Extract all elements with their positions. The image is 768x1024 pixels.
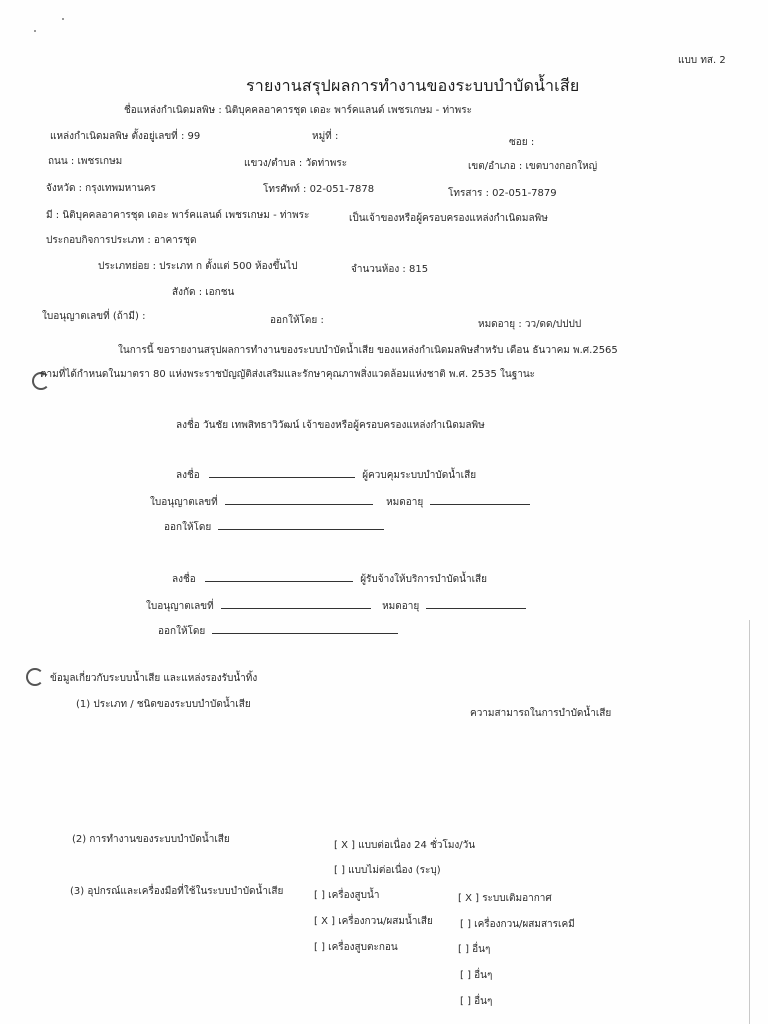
page-edge-line [749, 620, 750, 1024]
business-subtype: ประเภทย่อย : ประเภท ก ตั้งแต่ 500 ห้องขึ้นไป [98, 261, 298, 272]
license-issued-by: ออกให้โดย : [270, 315, 324, 326]
equipment-other-checkbox: [ ] อื่นๆ [458, 944, 491, 955]
contractor-license-row [146, 598, 526, 613]
contractor-issued-row [158, 623, 398, 638]
source-name: ชื่อแหล่งกำเนิดมลพิษ : นิติบุคคลอาคารชุด เดอะ พาร์คแลนด์ เพชรเกษม - ท่าพระ [124, 105, 472, 116]
affiliation: สังกัด : เอกชน [172, 287, 235, 298]
issued-line [212, 623, 398, 634]
owner-name: มี : นิติบุคคลอาคารชุด เดอะ พาร์คแลนด์ เพชรเกษม - ท่าพระ [46, 210, 310, 221]
form-code: แบบ ทส. 2 [678, 55, 726, 66]
page-title: รายงานสรุปผลการทำงานของระบบบำบัดน้ำเสีย [246, 76, 580, 95]
equipment-aeration-checkbox: [ X ] ระบบเติมอากาศ [458, 893, 552, 904]
owner-signature-line: ลงชื่อ วันชัย เทพสิทธาวิวัฒน์ เจ้าของหรือผู้ครอบครองแหล่งกำเนิดมลพิษ [176, 420, 485, 431]
owner-role: เป็นเจ้าของหรือผู้ครอบครองแหล่งกำเนิดมลพิษ [349, 213, 548, 224]
expiry-line [426, 598, 526, 609]
equipment-wastewater-mixer-checkbox: [ X ] เครื่องกวน/ผสมน้ำเสีย [314, 916, 433, 927]
operator-issued-row [164, 519, 384, 534]
sign-label: ลงชื่อ [172, 574, 196, 585]
signature-line [205, 571, 353, 582]
license-line [221, 598, 371, 609]
issued-label: ออกให้โดย [158, 626, 206, 637]
address-road: ถนน : เพชรเกษม [48, 156, 123, 167]
equipment-sludge-pump-checkbox: [ ] เครื่องสูบตะกอน [314, 942, 398, 953]
signer-role: ผู้ควบคุมระบบบำบัดน้ำเสีย [362, 470, 477, 481]
signature-block-contractor [172, 571, 487, 586]
section-heading: ข้อมูลเกี่ยวกับระบบน้ำเสีย และแหล่งรองรับน้ำทิ้ง [50, 673, 258, 684]
signer-role: ผู้รับจ้างให้บริการบำบัดน้ำเสีย [360, 574, 487, 585]
address-district: เขต/อำเภอ : เขตบางกอกใหญ่ [468, 161, 598, 172]
statement-line-2: ตามที่ได้กำหนดในมาตรา 80 แห่งพระราชบัญญัติส่งเสริมและรักษาคุณภาพสิ่งแวดล้อมแห่งชาติ พ.ศ. 2535 ในฐานะ [40, 369, 536, 380]
license-label: ใบอนุญาตเลขที่ [146, 601, 214, 612]
room-count: จำนวนห้อง : 815 [351, 264, 429, 275]
operator-license-row [150, 494, 530, 509]
license-expiry: หมดอายุ : วว/ดด/ปปปป [478, 319, 582, 330]
address-soi: ซอย : [509, 137, 535, 148]
address-moo: หมู่ที่ : [312, 131, 339, 142]
license-line [225, 494, 373, 505]
capacity-label: ความสามารถในการบำบัดน้ำเสีย [470, 708, 612, 719]
equipment-other-checkbox: [ ] อื่นๆ [460, 996, 493, 1007]
punch-hole-mark [26, 668, 44, 686]
signature-block-operator [176, 467, 476, 482]
item-1-label: (1) ประเภท / ชนิดของระบบบำบัดน้ำเสีย [76, 699, 251, 710]
scan-speck [62, 18, 64, 20]
issued-line [218, 519, 384, 530]
business-type: ประกอบกิจการประเภท : อาคารชุด [46, 235, 197, 246]
equipment-chemical-mixer-checkbox: [ ] เครื่องกวน/ผสมสารเคมี [460, 919, 575, 930]
license-number: ใบอนุญาตเลขที่ (ถ้ามี) : [42, 311, 146, 322]
sign-label: ลงชื่อ [176, 470, 200, 481]
operation-intermittent-checkbox: [ ] แบบไม่ต่อเนื่อง (ระบุ) [334, 865, 441, 876]
address-fax: โทรสาร : 02-051-7879 [448, 188, 557, 199]
item-3-label: (3) อุปกรณ์และเครื่องมือที่ใช้ในระบบบำบัดน้ำเสีย [70, 886, 284, 897]
item-2-label: (2) การทำงานของระบบบำบัดน้ำเสีย [72, 834, 230, 845]
address-phone: โทรศัพท์ : 02-051-7878 [263, 184, 375, 195]
address-province: จังหวัด : กรุงเทพมหานคร [46, 183, 156, 194]
expiry-line [430, 494, 530, 505]
operation-continuous-checkbox: [ X ] แบบต่อเนื่อง 24 ชั่วโมง/วัน [334, 840, 476, 851]
equipment-pump-checkbox: [ ] เครื่องสูบน้ำ [314, 890, 380, 901]
expiry-label: หมดอายุ [386, 497, 424, 508]
address-number: แหล่งกำเนิดมลพิษ ตั้งอยู่เลขที่ : 99 [50, 131, 201, 142]
address-subdistrict: แขวง/ตำบล : วัดท่าพระ [244, 158, 348, 169]
license-label: ใบอนุญาตเลขที่ [150, 497, 218, 508]
equipment-other-checkbox: [ ] อื่นๆ [460, 970, 493, 981]
statement-line-1: ในการนี้ ขอรายงานสรุปผลการทำงานของระบบบำบัดน้ำเสีย ของแหล่งกำเนิดมลพิษสำหรับ เดือน ธันวาคม พ.ศ.2565 [118, 345, 618, 356]
expiry-label: หมดอายุ [382, 601, 420, 612]
signature-line [209, 467, 355, 478]
issued-label: ออกให้โดย [164, 522, 212, 533]
scan-speck [34, 30, 36, 32]
